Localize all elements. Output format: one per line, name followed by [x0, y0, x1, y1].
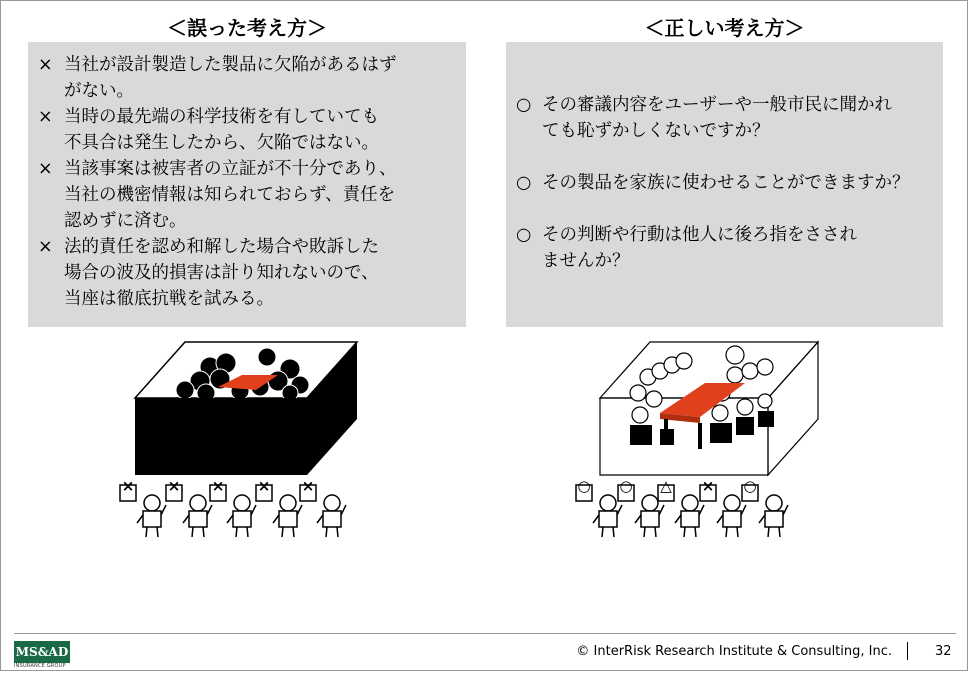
open-meeting-illustration: [560, 335, 830, 555]
meeting-room-open-icon: [600, 342, 818, 475]
cross-mark: ×: [38, 55, 53, 75]
sign-label: ×: [211, 477, 225, 495]
closed-meeting-illustration: [100, 335, 370, 555]
cross-mark: ×: [38, 159, 53, 179]
footer-rule: [14, 633, 956, 634]
wrong-item: [38, 52, 458, 104]
right-item-text: その審議内容をユーザーや一般市民に聞かれ ても恥ずかしくないですか？: [542, 95, 892, 141]
sign-label: ○: [619, 477, 633, 495]
copyright-text: © InterRisk Research Institute & Consulting, Inc.: [576, 644, 892, 659]
right-item: [516, 170, 935, 196]
wrong-item: [38, 156, 458, 234]
cross-mark: ×: [38, 237, 53, 257]
wrong-item: [38, 104, 458, 156]
sign-label: ×: [701, 477, 715, 495]
circle-mark: ○: [516, 95, 532, 115]
wrong-item-text: 当該事案は被害者の立証が不十分であり、 当社の機密情報は知られておらず、責任を 認めずに済む。: [64, 159, 397, 231]
right-item: [516, 92, 935, 144]
right-item: [516, 222, 935, 274]
page-number: 32: [935, 644, 952, 659]
sign-label: ×: [257, 477, 271, 495]
wrong-item-text: 当社が設計製造した製品に欠陥があるはず がない。: [64, 55, 397, 101]
wrong-item-text: 法的責任を認め和解した場合や敗訴した 場合の波及的損害は計り知れないので、 当座は徹底抗戦を試みる。: [64, 237, 379, 309]
company-logo: MS&AD: [14, 641, 70, 663]
right-item-text: その判断や行動は他人に後ろ指をさされ ませんか？: [542, 225, 857, 271]
sign-label: ○: [743, 477, 757, 495]
wrong-thinking-title: ＜誤った考え方＞: [167, 16, 327, 40]
meeting-room-closed-icon: [135, 342, 357, 475]
right-thinking-title: ＜正しい考え方＞: [644, 16, 805, 40]
right-item-text: その製品を家族に使わせることができますか？: [542, 173, 910, 193]
company-logo-subtitle: INSURANCE GROUP: [14, 663, 66, 669]
circle-mark: ○: [516, 173, 532, 193]
sign-label: ○: [577, 477, 591, 495]
cross-mark: ×: [38, 107, 53, 127]
wrong-thinking-panel: [28, 42, 466, 327]
sign-label: ×: [301, 477, 315, 495]
wrong-item: [38, 234, 458, 312]
footer-separator: [907, 642, 908, 660]
sign-label: ×: [167, 477, 181, 495]
wrong-item-text: 当時の最先端の科学技術を有していても 不具合は発生したから、欠陥ではない。: [64, 107, 379, 153]
sign-label: ×: [121, 477, 135, 495]
sign-label: △: [660, 477, 672, 495]
right-thinking-panel: [506, 42, 943, 327]
circle-mark: ○: [516, 225, 532, 245]
